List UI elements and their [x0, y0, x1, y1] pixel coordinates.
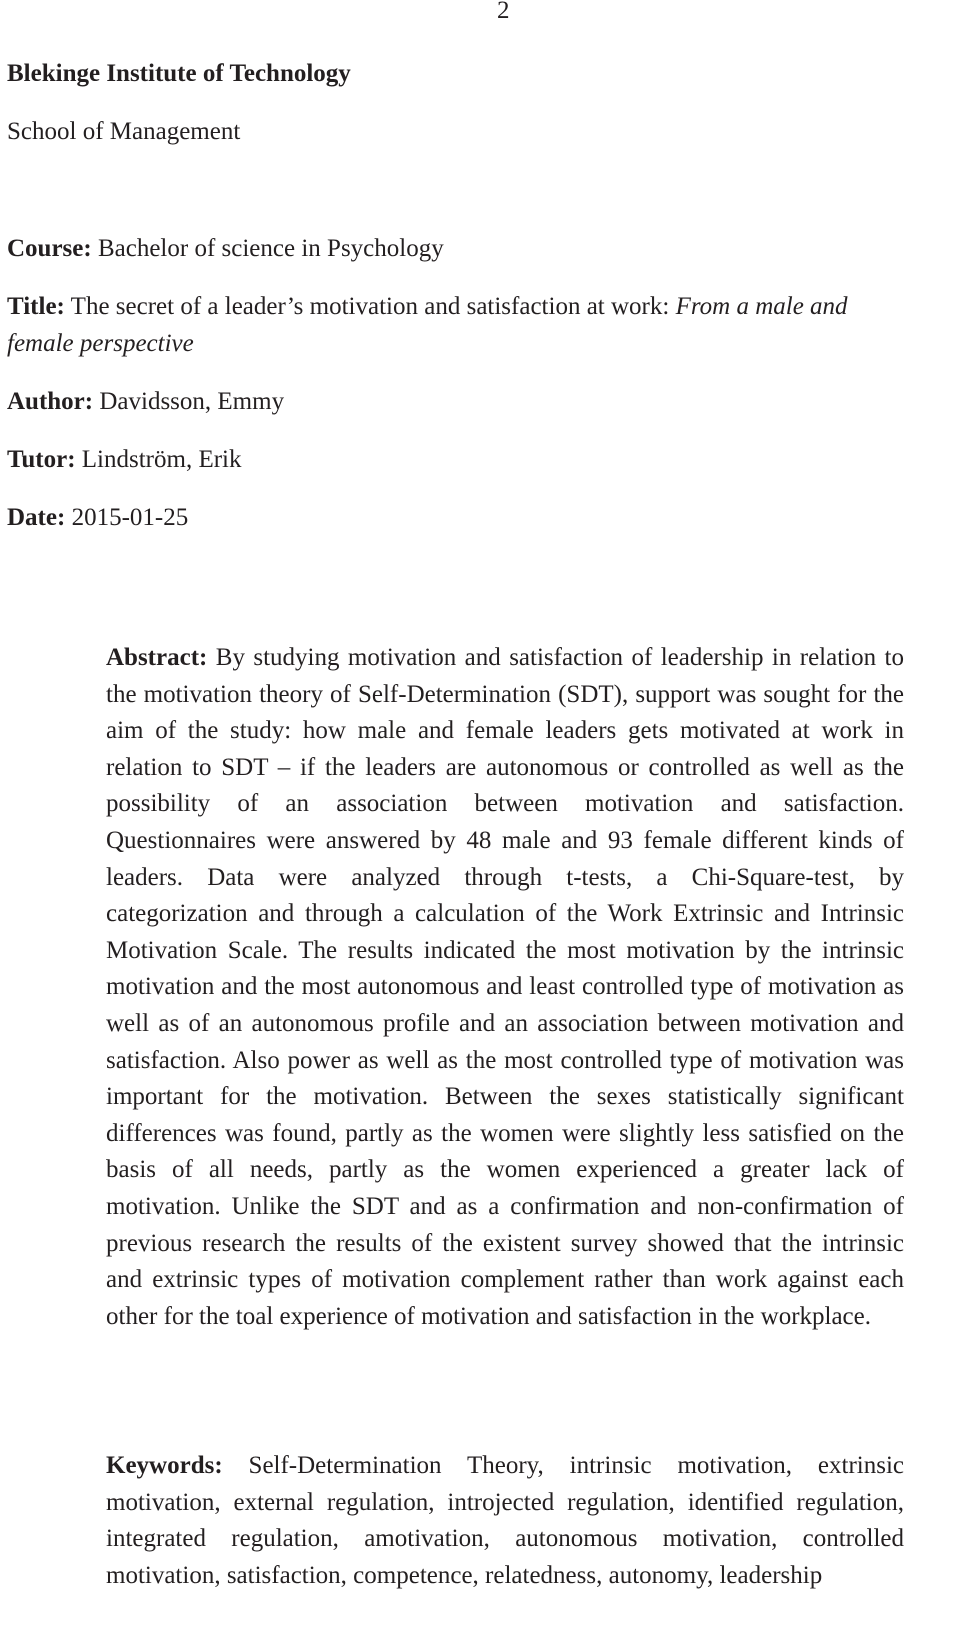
author-line — [7, 385, 284, 419]
abstract-text: By studying motivation and satisfaction of leadership in relation to the motivation theory of Self-Determination (SDT), support was sought for the aim of the study: how male and female leaders gets motivated at work in relation to SDT – if the leaders are autonomous or controlled as well as the possibility of an association between motivation and satisfaction. Questionnaires were answered by 48 male and 93 female different kinds of leaders. Data were analyzed through t-tests, a Chi-Square-test, by categorization and through a calculation of the Work Extrinsic and Intrinsic Motivation Scale. The results indicated the most motivation by the intrinsic motivation and the most autonomous and least controlled type of motivation as well as of an autonomous profile and an association between motivation and satisfaction. Also power as well as the most controlled type of motivation was important for the motivation. Between the sexes statistically significant differences was found, partly as the women were slightly less satisfied on the basis of all needs, partly as the women experienced a greater lack of motivation. Unlike the SDT and as a confirmation and non-confirmation of previous research the results of the existent survey showed that the intrinsic and extrinsic types of motivation complement rather than work against each other for the toal experience of motivation and satisfaction in the workplace. — [106, 644, 904, 1330]
tutor-value: Lindström, Erik — [75, 446, 242, 473]
date-line — [7, 501, 188, 535]
institution-name: Blekinge Institute of Technology — [7, 60, 351, 87]
title-value: The secret of a leader’s motivation and satisfaction at work: — [64, 293, 676, 320]
abstract-label: Abstract: — [106, 644, 208, 671]
school-name: School of Management — [7, 118, 241, 145]
keywords-label: Keywords: — [106, 1452, 223, 1479]
page-number: 2 — [497, 0, 510, 24]
title-line — [7, 290, 848, 324]
tutor-label: Tutor: — [7, 446, 76, 473]
course-value: Bachelor of science in Psychology — [91, 235, 444, 262]
title-label: Title: — [7, 293, 65, 320]
date-label: Date: — [7, 504, 66, 531]
keywords-text: Self-Determination Theory, intrinsic motivation, extrinsic motivation, external regulation, introjected regulation, identified regulation, integrated regulation, amotivation, autonomous motivation, controlled motivation, satisfaction, competence, relatedness, autonomy, leadership — [106, 1452, 904, 1589]
title-italic-part1: From a male and — [675, 293, 848, 320]
abstract-paragraph — [106, 640, 904, 1335]
keywords-paragraph — [106, 1448, 904, 1594]
author-value: Davidsson, Emmy — [93, 388, 285, 415]
author-label: Author: — [7, 388, 94, 415]
tutor-line — [7, 443, 242, 477]
title-italic-part2: female perspective — [7, 330, 194, 357]
date-value: 2015-01-25 — [65, 504, 189, 531]
course-label: Course: — [7, 235, 92, 262]
course-line — [7, 232, 444, 266]
